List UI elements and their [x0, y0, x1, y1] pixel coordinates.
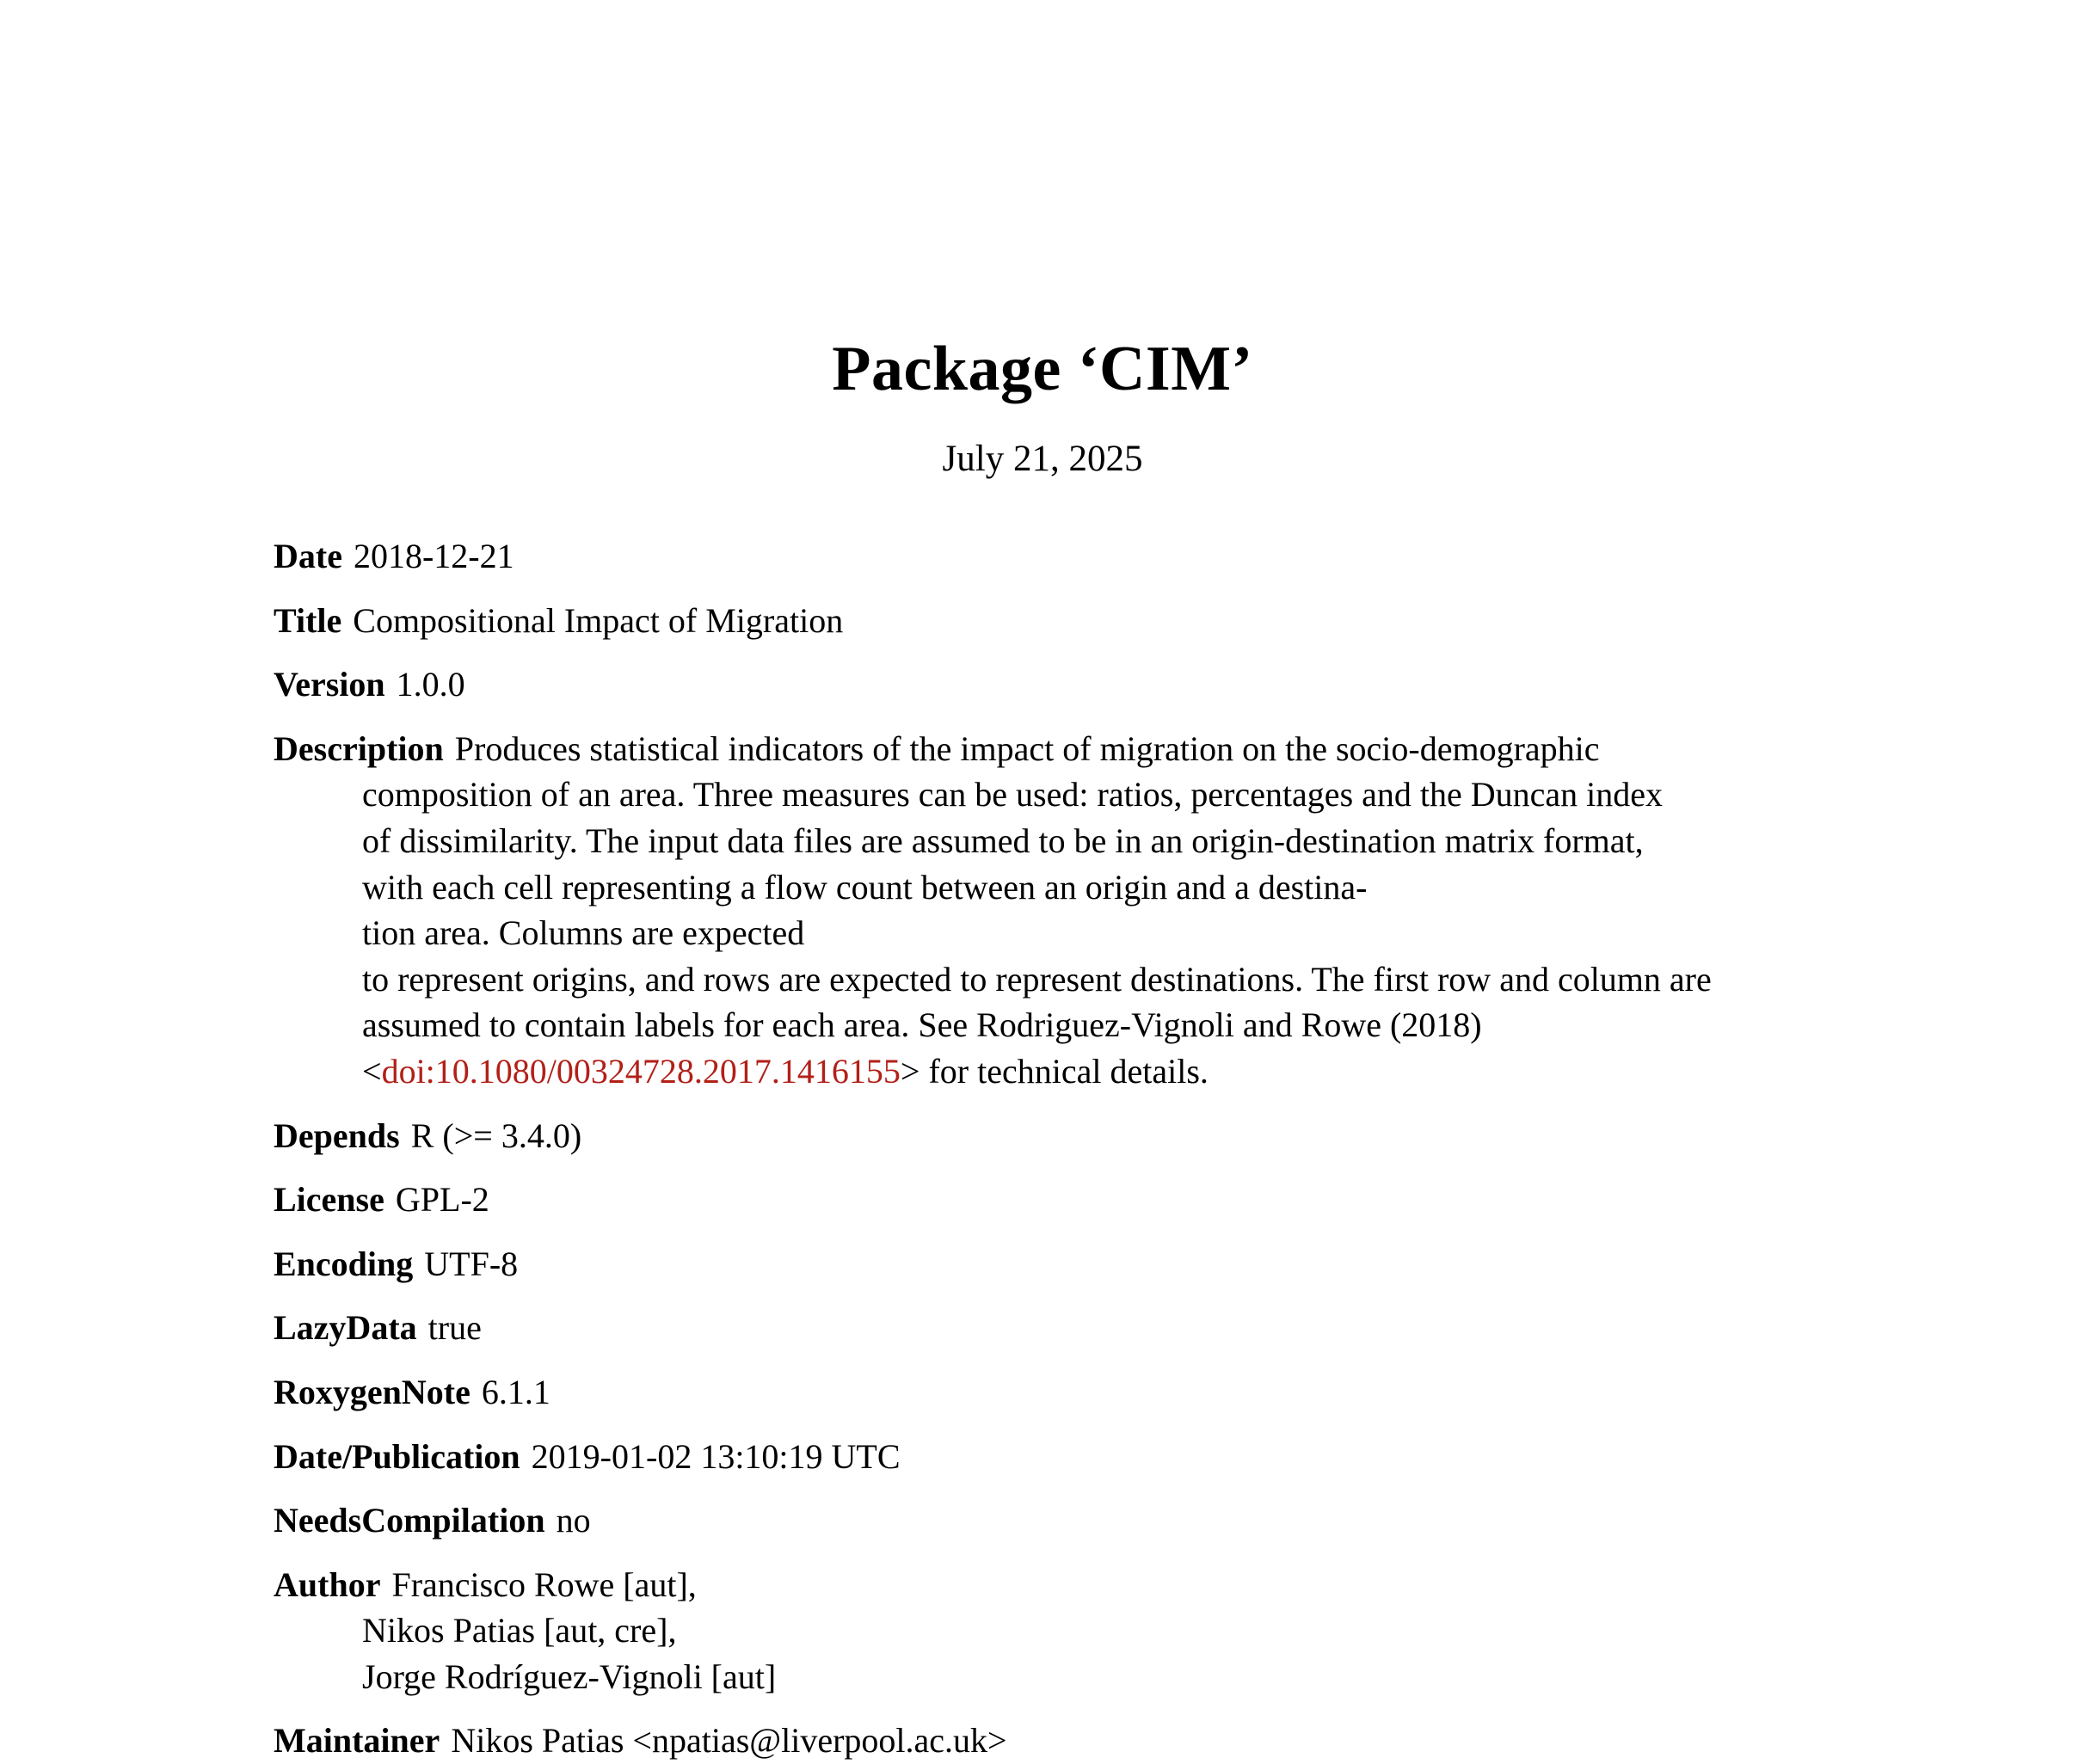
- field-label-needscompilation: NeedsCompilation: [274, 1501, 545, 1540]
- field-lazydata: [274, 1305, 1822, 1351]
- field-value-encoding: UTF-8: [424, 1244, 519, 1283]
- field-date-publication: [274, 1434, 1822, 1480]
- author-line-0: Francisco Rowe [aut],: [391, 1564, 697, 1604]
- field-date: [274, 533, 1822, 580]
- doi-link[interactable]: doi:10.1080/00324728.2017.1416155: [381, 1051, 901, 1091]
- description-line-1: composition of an area. Three measures can be used: ratios, percentages and the Duncan index: [362, 775, 1664, 814]
- field-title: [274, 598, 1822, 644]
- field-maintainer: [274, 1718, 1822, 1764]
- field-needscompilation: [274, 1497, 1822, 1544]
- field-value-title: Compositional Impact of Migration: [353, 600, 844, 640]
- doi-suffix-text: for technical details.: [919, 1051, 1209, 1091]
- author-line-1: Nikos Patias [aut, cre],: [362, 1611, 677, 1650]
- field-value-date-publication: 2019-01-02 13:10:19 UTC: [531, 1436, 901, 1476]
- field-license: [274, 1177, 1822, 1223]
- description-body: [274, 771, 1822, 1094]
- package-metadata-list: [274, 533, 1822, 1764]
- description-doi-line: [274, 1048, 1822, 1095]
- field-label-depends: Depends: [274, 1116, 400, 1155]
- field-value-needscompilation: no: [556, 1501, 591, 1540]
- author-line-2: Jorge Rodríguez-Vignoli [aut]: [362, 1656, 777, 1696]
- field-value-lazydata: true: [427, 1308, 482, 1348]
- field-roxygennote: [274, 1369, 1822, 1416]
- field-label-lazydata: LazyData: [274, 1308, 417, 1348]
- field-label-author: Author: [274, 1564, 381, 1604]
- description-line-0: Produces statistical indicators of the impact of migration on the socio-demographic: [454, 728, 1600, 768]
- description-line-3: with each cell representing a flow count between an origin and a destina-: [362, 867, 1368, 907]
- description-line-4: tion area. Columns are expected: [362, 913, 805, 953]
- field-value-version: 1.0.0: [396, 665, 465, 704]
- description-line-2: of dissimilarity. The input data files are assumed to be in an origin-destination matrix format,: [362, 821, 1644, 860]
- field-value-date: 2018-12-21: [353, 537, 514, 575]
- doi-open-bracket: <: [362, 1051, 382, 1091]
- field-label-description: Description: [274, 728, 444, 768]
- field-description: [274, 726, 1822, 1095]
- field-value-roxygennote: 6.1.1: [481, 1372, 550, 1411]
- field-label-date: Date: [274, 537, 342, 575]
- field-label-license: License: [274, 1180, 384, 1220]
- field-version: [274, 661, 1822, 708]
- field-label-maintainer: Maintainer: [274, 1721, 440, 1761]
- field-value-maintainer: Nikos Patias <npatias@liverpool.ac.uk>: [451, 1721, 1007, 1761]
- field-label-date-publication: Date/Publication: [274, 1436, 520, 1476]
- page-title: Package ‘CIM’: [832, 334, 1253, 404]
- field-label-title: Title: [274, 600, 342, 640]
- field-value-depends: R (>= 3.4.0): [410, 1116, 582, 1155]
- title-block: [0, 0, 2085, 477]
- field-label-roxygennote: RoxygenNote: [274, 1372, 471, 1411]
- field-author: [274, 1562, 1822, 1700]
- field-depends: [274, 1113, 1822, 1159]
- description-line-5: to represent origins, and rows are expected to represent destinations. The first row and column are: [362, 959, 1712, 999]
- document-date: July 21, 2025: [942, 439, 1143, 479]
- field-label-version: Version: [274, 665, 385, 704]
- field-value-license: GPL-2: [395, 1180, 489, 1220]
- field-label-encoding: Encoding: [274, 1244, 414, 1283]
- field-encoding: [274, 1241, 1822, 1288]
- description-line-6: assumed to contain labels for each area. See Rodriguez-Vignoli and Rowe (2018): [362, 1005, 1482, 1045]
- doi-close-bracket: >: [900, 1051, 920, 1091]
